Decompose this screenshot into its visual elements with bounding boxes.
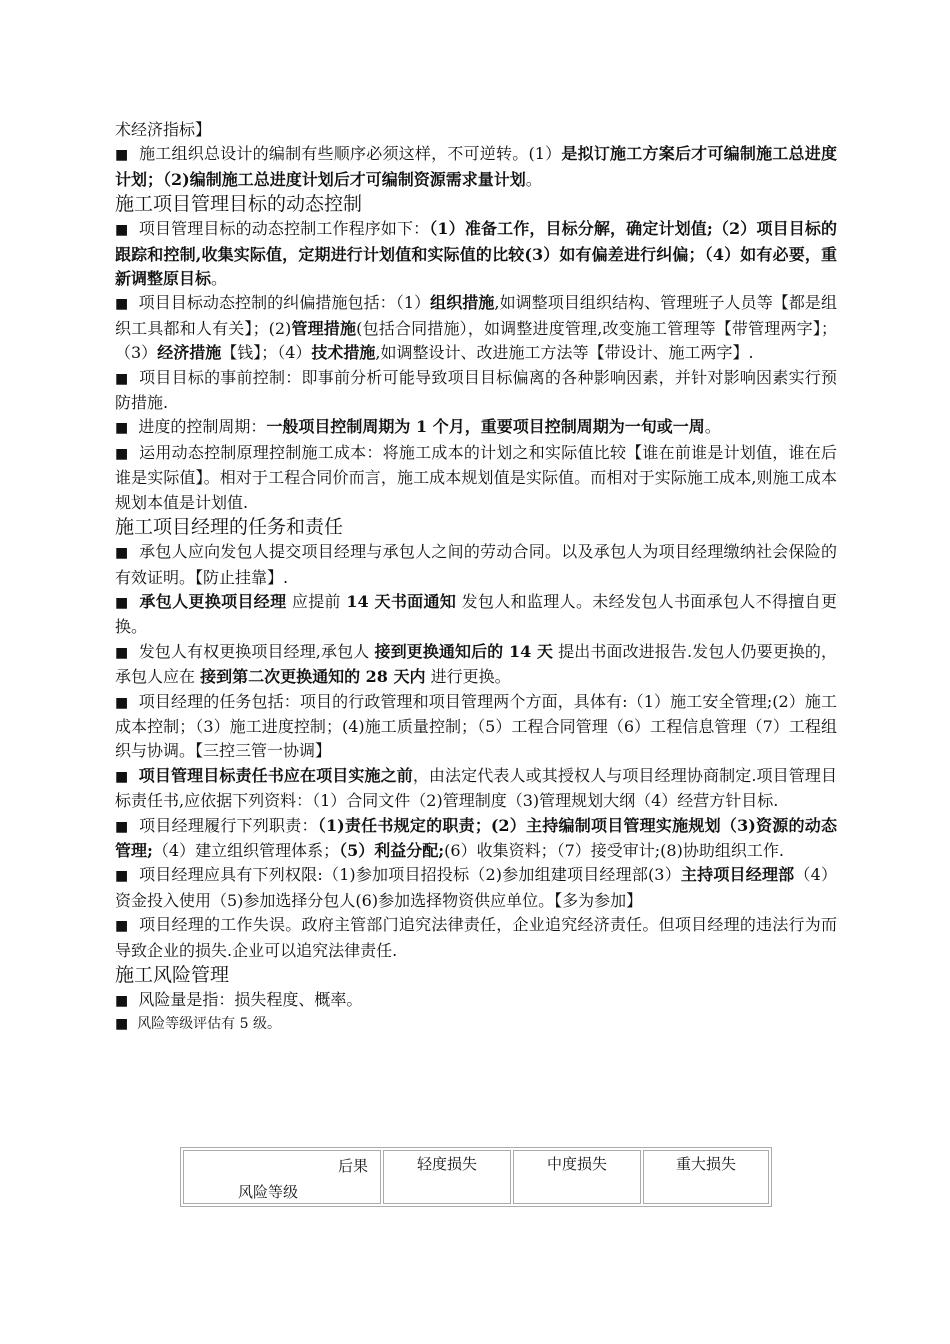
paragraph-16: ■ 风险等级评估有 5 级。 bbox=[115, 1016, 281, 1033]
bullet-icon: ■ bbox=[115, 644, 129, 661]
paragraph-4: ■ 项目目标的事前控制：即事前分析可能导致项目目标偏离的各种影响因素，并针对影响因素实行预防措施. bbox=[115, 367, 837, 413]
paragraph-9: ■ 发包人有权更换项目经理,承包人 接到更换通知后的 14 天 提出书面改进报告.发包人仍要更换的，承包人应在 接到第二次更换通知的 28 天内 进行更换。 bbox=[115, 641, 837, 687]
paragraph-13: ■ 项目经理应具有下列权限:（1)参加项目招投标（2)参加组建项目经理部(3）主持项目经理部（4）资金投入使用（5)参加选择分包人(6)参加选择物资供应单位。【多为参加】 bbox=[115, 865, 837, 910]
table-header-cell: 轻度损失 bbox=[383, 1150, 511, 1204]
paragraph-12: ■ 项目经理履行下列职责：（1)责任书规定的职责；(2）主持编制项目管理实施规划（3)资源的动态管理;（4）建立组织管理体系；（5）利益分配;(6）收集资料；（7）接受审计;(8)协助组织工作. bbox=[115, 815, 837, 860]
paragraph-6: ■ 运用动态控制原理控制施工成本：将施工成本的计划之和实际值比较【谁在前谁是计划值，谁在后谁是实际值】。相对于工程合同价而言，施工成本规划值是实际值。而相对于实际施工成本,则施工成本规划本值是计划值. bbox=[115, 442, 837, 512]
paragraph-5: ■ 进度的控制周期：一般项目控制周期为 1 个月，重要项目控制周期为一旬或一周。 bbox=[115, 417, 721, 437]
bullet-icon: ■ bbox=[115, 296, 129, 313]
bullet-icon: ■ bbox=[115, 694, 129, 711]
bullet-icon: ■ bbox=[115, 420, 129, 437]
paragraph-7: ■ 承包人应向发包人提交项目经理与承包人之间的劳动合同。以及承包人为项目经理缴纳社会保险的有效证明。【防止挂靠】. bbox=[115, 542, 837, 587]
section-heading-project-manager: 施工项目经理的任务和责任 bbox=[115, 516, 344, 539]
paragraph-1: ■ 施工组织总设计的编制有些顺序必须这样，不可逆转。(1）是拟订施工方案后才可编制施工总进度计划；（2)编制施工总进度计划后才可编制资源需求量计划。 bbox=[115, 144, 837, 189]
paragraph-15: ■ 风险量是指：损失程度、概率。 bbox=[115, 990, 363, 1009]
table-header-cell: 中度损失 bbox=[513, 1150, 641, 1204]
bullet-icon: ■ bbox=[115, 993, 129, 1009]
bullet-icon: ■ bbox=[115, 147, 129, 164]
bullet-icon: ■ bbox=[115, 545, 129, 562]
section-heading-risk: 施工风险管理 bbox=[115, 964, 230, 986]
paragraph-3: ■ 项目目标动态控制的纠偏措施包括：（1）组织措施,如调整项目组织结构、管理班子人员等【都是组织工具都和人有关】；(2)管理措施(包括合同措施），如调整进度管理,改变施工管理等【带管理两字】；（3）经济措施【钱】；（4）技术措施,如调整设计、改进施工方法等【带设计、施工两字】. bbox=[115, 293, 837, 363]
risk-level-table bbox=[180, 1147, 772, 1207]
paragraph-8: ■ 承包人更换项目经理 应提前 14 天书面通知 发包人和监理人。未经发包人书面承包人不得擅自更换。 bbox=[115, 591, 837, 637]
bullet-icon: ■ bbox=[115, 768, 129, 785]
bullet-icon: ■ bbox=[115, 222, 129, 239]
section-heading-dynamic-control: 施工项目管理目标的动态控制 bbox=[115, 193, 363, 216]
corner-label-risk-level: 风险等级 bbox=[238, 1183, 299, 1201]
bullet-icon: ■ bbox=[115, 818, 129, 835]
table-row bbox=[183, 1150, 769, 1204]
bullet-icon: ■ bbox=[115, 370, 129, 387]
document-body bbox=[115, 118, 837, 1035]
continued-text: 术经济指标】 bbox=[115, 120, 212, 139]
bullet-icon: ■ bbox=[115, 868, 129, 885]
corner-label-consequence: 后果 bbox=[337, 1157, 368, 1175]
bullet-icon: ■ bbox=[115, 1016, 129, 1033]
bullet-icon: ■ bbox=[115, 445, 129, 462]
paragraph-2: ■ 项目管理目标的动态控制工作程序如下：（1）准备工作，目标分解，确定计划值;（2）项目目标的跟踪和控制,收集实际值，定期进行计划值和实际值的比较(3）如有偏差进行纠偏；（4）如有必要，重新调整原目标。 bbox=[115, 219, 837, 289]
table-header-cell: 重大损失 bbox=[643, 1150, 769, 1204]
bullet-icon: ■ bbox=[115, 594, 129, 611]
paragraph-14: ■ 项目经理的工作失误。政府主管部门追究法律责任，企业追究经济责任。但项目经理的违法行为而导致企业的损失.企业可以追究法律责任. bbox=[115, 915, 837, 960]
paragraph-10: ■ 项目经理的任务包括：项目的行政管理和项目管理两个方面，具体有:（1）施工安全管理;(2）施工成本控制；（3）施工进度控制；(4)施工质量控制；（5）工程合同管理（6）工程信息管理（7）工程组织与协调。【三控三管一协调】 bbox=[115, 691, 837, 761]
bullet-icon: ■ bbox=[115, 918, 129, 935]
table-corner-cell bbox=[183, 1150, 381, 1204]
paragraph-11: ■ 项目管理目标责任书应在项目实施之前，由法定代表人或其授权人与项目经理协商制定.项目管理目标责任书,应依据下列资料：（1）合同文件（2)管理制度（3)管理规划大纲（4）经营方针目标. bbox=[115, 765, 837, 811]
